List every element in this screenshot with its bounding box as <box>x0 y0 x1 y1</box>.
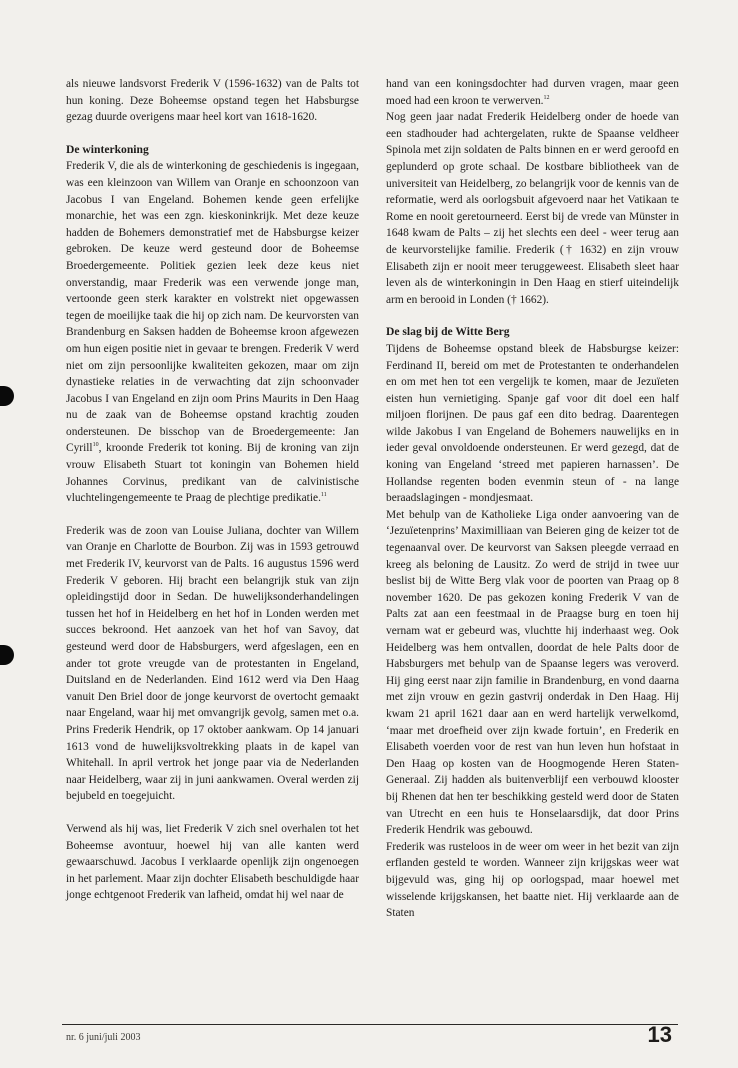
paragraph: Tijdens de Boheemse opstand bleek de Habsburgse keizer: Ferdinand II, bereid om met de Protestanten te onderhandelen en om met hen tot een vergelijk te komen, maar de Jezuïeten eisten hun vernietiging. Spanje gaf voor dit doel een half miljoen florijnen. De paus gaf een dito bedrag. Daarentegen wilde Jakobus I van Engeland de Bohemers nauwelijks en in ieder geval onvoldoende ondersteunen. Er werd gezegd, dat de koning van Engeland ‘streed met papieren harnassen’. De Hollandse regenten boden evenmin steun of - na lange beraadslagingen - mondjesmaat. <box>386 342 679 505</box>
paragraph: Frederik was rusteloos in de weer om weer in het bezit van zijn erflanden gesteld te worden. Wanneer zijn krijgskas weer wat bijgevuld was, ging hij op oorlogspad, maar hoewel met wisselende krijgskansen, het baatte niet. Hij verklaarde aan de Staten <box>386 840 679 920</box>
punch-hole-icon <box>0 645 14 665</box>
right-column <box>386 76 679 922</box>
footnote-ref: 12 <box>543 94 550 101</box>
paragraph: als nieuwe landsvorst Frederik V (1596-1632) van de Palts tot hun koning. Deze Boheemse opstand tegen het Habsburgse gezag duurde overigens maar heel kort van 1618-1620. <box>66 78 359 124</box>
paragraph-text: hand van een koningsdochter had durven vragen, maar geen moed had een kroon te verwerven. <box>386 78 679 107</box>
page-number: 13 <box>647 1022 672 1047</box>
paragraph: Met behulp van de Katholieke Liga onder aanvoering van de ‘Jezuïetenprins’ Maximilliaan van Beieren ging de keizer tot de tegenaanval over. De keurvorst van Saksen pleegde verraad en kreeg als beloning de Lausitz. Zo werd de strijd in twee uur beslist bij de Witte Berg vlak voor de poorten van Praag op 8 november 1620. De pas gekozen koning Frederik V van de Palts zat aan een feestmaal in de Praagse burg en toen hij vernam wat er gebeurd was, vluchtte hij inderhaast weg. Ook Heidelberg was hem ontvallen, doordat de hele Palts door de Habsburgers met behulp van de Spaanse legers was veroverd. Hij ging eerst naar zijn familie in Brandenburg, en vond daarna met zijn vrouw en gezin gastvrij onderdak in Den Haag. Hij kwam 21 april 1621 daar aan en werd hartelijk verwelkomd, ‘maar met droefheid over zijn kwade fortuin’, en Frederik en Elisabeth voerden voor de rest van hun leven hun hofstaat in Den Haag op kosten van de Hoogmogende Heren Staten-Generaal. Zij hadden als buitenverblijf een verbouwd klooster bij Rhenen dat hen ter beschikking gesteld werd door de Staten van Utrecht en een huis te Honselaarsdijk, dat door Prins Frederik Hendrik was gebouwd. <box>386 508 679 837</box>
section-heading-winterkoning: De winterkoning <box>66 142 149 156</box>
issue-label: nr. 6 juni/juli 2003 <box>66 1032 141 1043</box>
footer-rule <box>62 1024 678 1025</box>
footnote-ref: 11 <box>320 492 327 499</box>
footnote-ref: 10 <box>92 442 99 449</box>
section-heading-witte-berg: De slag bij de Witte Berg <box>386 325 510 339</box>
left-column <box>66 76 359 904</box>
paragraph-text: , kroonde Frederik tot koning. Bij de kroning van zijn vrouw Elisabeth Stuart tot koningin van Bohemen hield Johannes Corvinus, predikant van de calvinistische vluchtelingengemeente te Praag de plechtige predikatie. <box>66 442 359 505</box>
paragraph <box>386 76 679 109</box>
paragraph: Nog geen jaar nadat Frederik Heidelberg onder de hoede van een stadhouder had achtergelaten, rukte de Spaanse veldheer Spinola met zijn soldaten de Palts binnen en er werd geroofd en geplunderd op grote schaal. De kostbare bibliotheek van de universiteit van Heidelberg, zo belangrijk voor de kennis van de reformatie, werd als oorlogsbuit afgevoerd naar het Vatikaan te Rome en nooit geretourneerd. Eerst bij de vrede van Münster in 1648 kwam de Palts – zij het slechts een deel - weer terug aan de keurvorstelijke familie. Frederik († 1632) en zijn vrouw Elisabeth zijn er nooit meer teruggeweest. Elisabeth sleet haar leven als de winterkoningin in Den Haag en stierf uiteindelijk arm en berooid in Londen († 1662). <box>386 111 679 306</box>
paragraph <box>66 158 359 506</box>
paragraph: Verwend als hij was, liet Frederik V zich snel overhalen tot het Boheemse avontuur, hoewel hij van alle kanten werd gewaarschuwd. Jacobus I verklaarde openlijk zijn ongenoegen in het parlement. Maar zijn dochter Elisabeth beschuldigde haar jonge echtgenoot Frederik van lafheid, omdat hij wel naar de <box>66 822 359 902</box>
paragraph-text: Frederik V, die als de winterkoning de geschiedenis is ingegaan, was een kleinzoon van Willem van Oranje en schoonzoon van Jacobus I van Engeland. Bohemen kende geen erfelijke monarchie, het was een zgn. kieskoninkrijk. Met deze keuze hadden de Bohemers demonstratief met de Habsburgse keizer gebroken. De keuze werd gesteund door de Boheemse Broedergemeente. Politiek gezien leek deze keus niet onverstandig, maar Frederik was een verwende jonge man, vertoonde geen sterk karakter en volstrekt niet opgewassen tegen de moeilijke taak die hij op zich nam. De keurvorsten van Brandenburg en Saksen hadden de Boheemse kroon afgewezen om hun eigen positie niet in gevaar te brengen. Frederik V werd niet om zijn persoonlijke kwaliteiten gekozen, maar om zijn dynastieke relaties in de verwachting dat zijn schoonvader Jacobus I van Engeland en zijn oom Prins Maurits in Den Haag nu de zaak van de Boheemse opstand krachtig zouden ondersteunen. De bisschop van de Broedergemeente: Jan Cyrill <box>66 160 359 455</box>
paragraph: Frederik was de zoon van Louise Juliana, dochter van Willem van Oranje en Charlotte de Bourbon. Zij was in 1593 getrouwd met Frederik IV, keurvorst van de Palts. 16 augustus 1596 werd Frederik V geboren. Hij bracht een belangrijk stuk van zijn opleidingstijd door in Sedan. De huwelijksonderhandelingen tussen het hof in Heidelberg en het hof in Londen werden met succes bekroond. Het aanzoek van het hof van Savoy, dat gesteund werd door de Habsburgers, werd afgeslagen, een en ander tot grote vreugde van de protestanten in Engeland, Duitsland en de Nederlanden. Eind 1612 werd via Den Haag vanuit Den Briel door de jonge keurvorst de overtocht gemaakt naar Engeland, waar hij met omvangrijk gevolg, samen met o.a. Prins Frederik Hendrik, op 17 oktober aankwam. Op 14 januari 1613 vond de huwelijksvoltrekking plaats in de kapel van Whitehall. In april vertrok het jonge paar via de Nederlanden naar Heidelberg, waar zij in juni aankwamen. Overal werden zij bejubeld en toegejuicht. <box>66 524 359 803</box>
punch-hole-icon <box>0 386 14 406</box>
